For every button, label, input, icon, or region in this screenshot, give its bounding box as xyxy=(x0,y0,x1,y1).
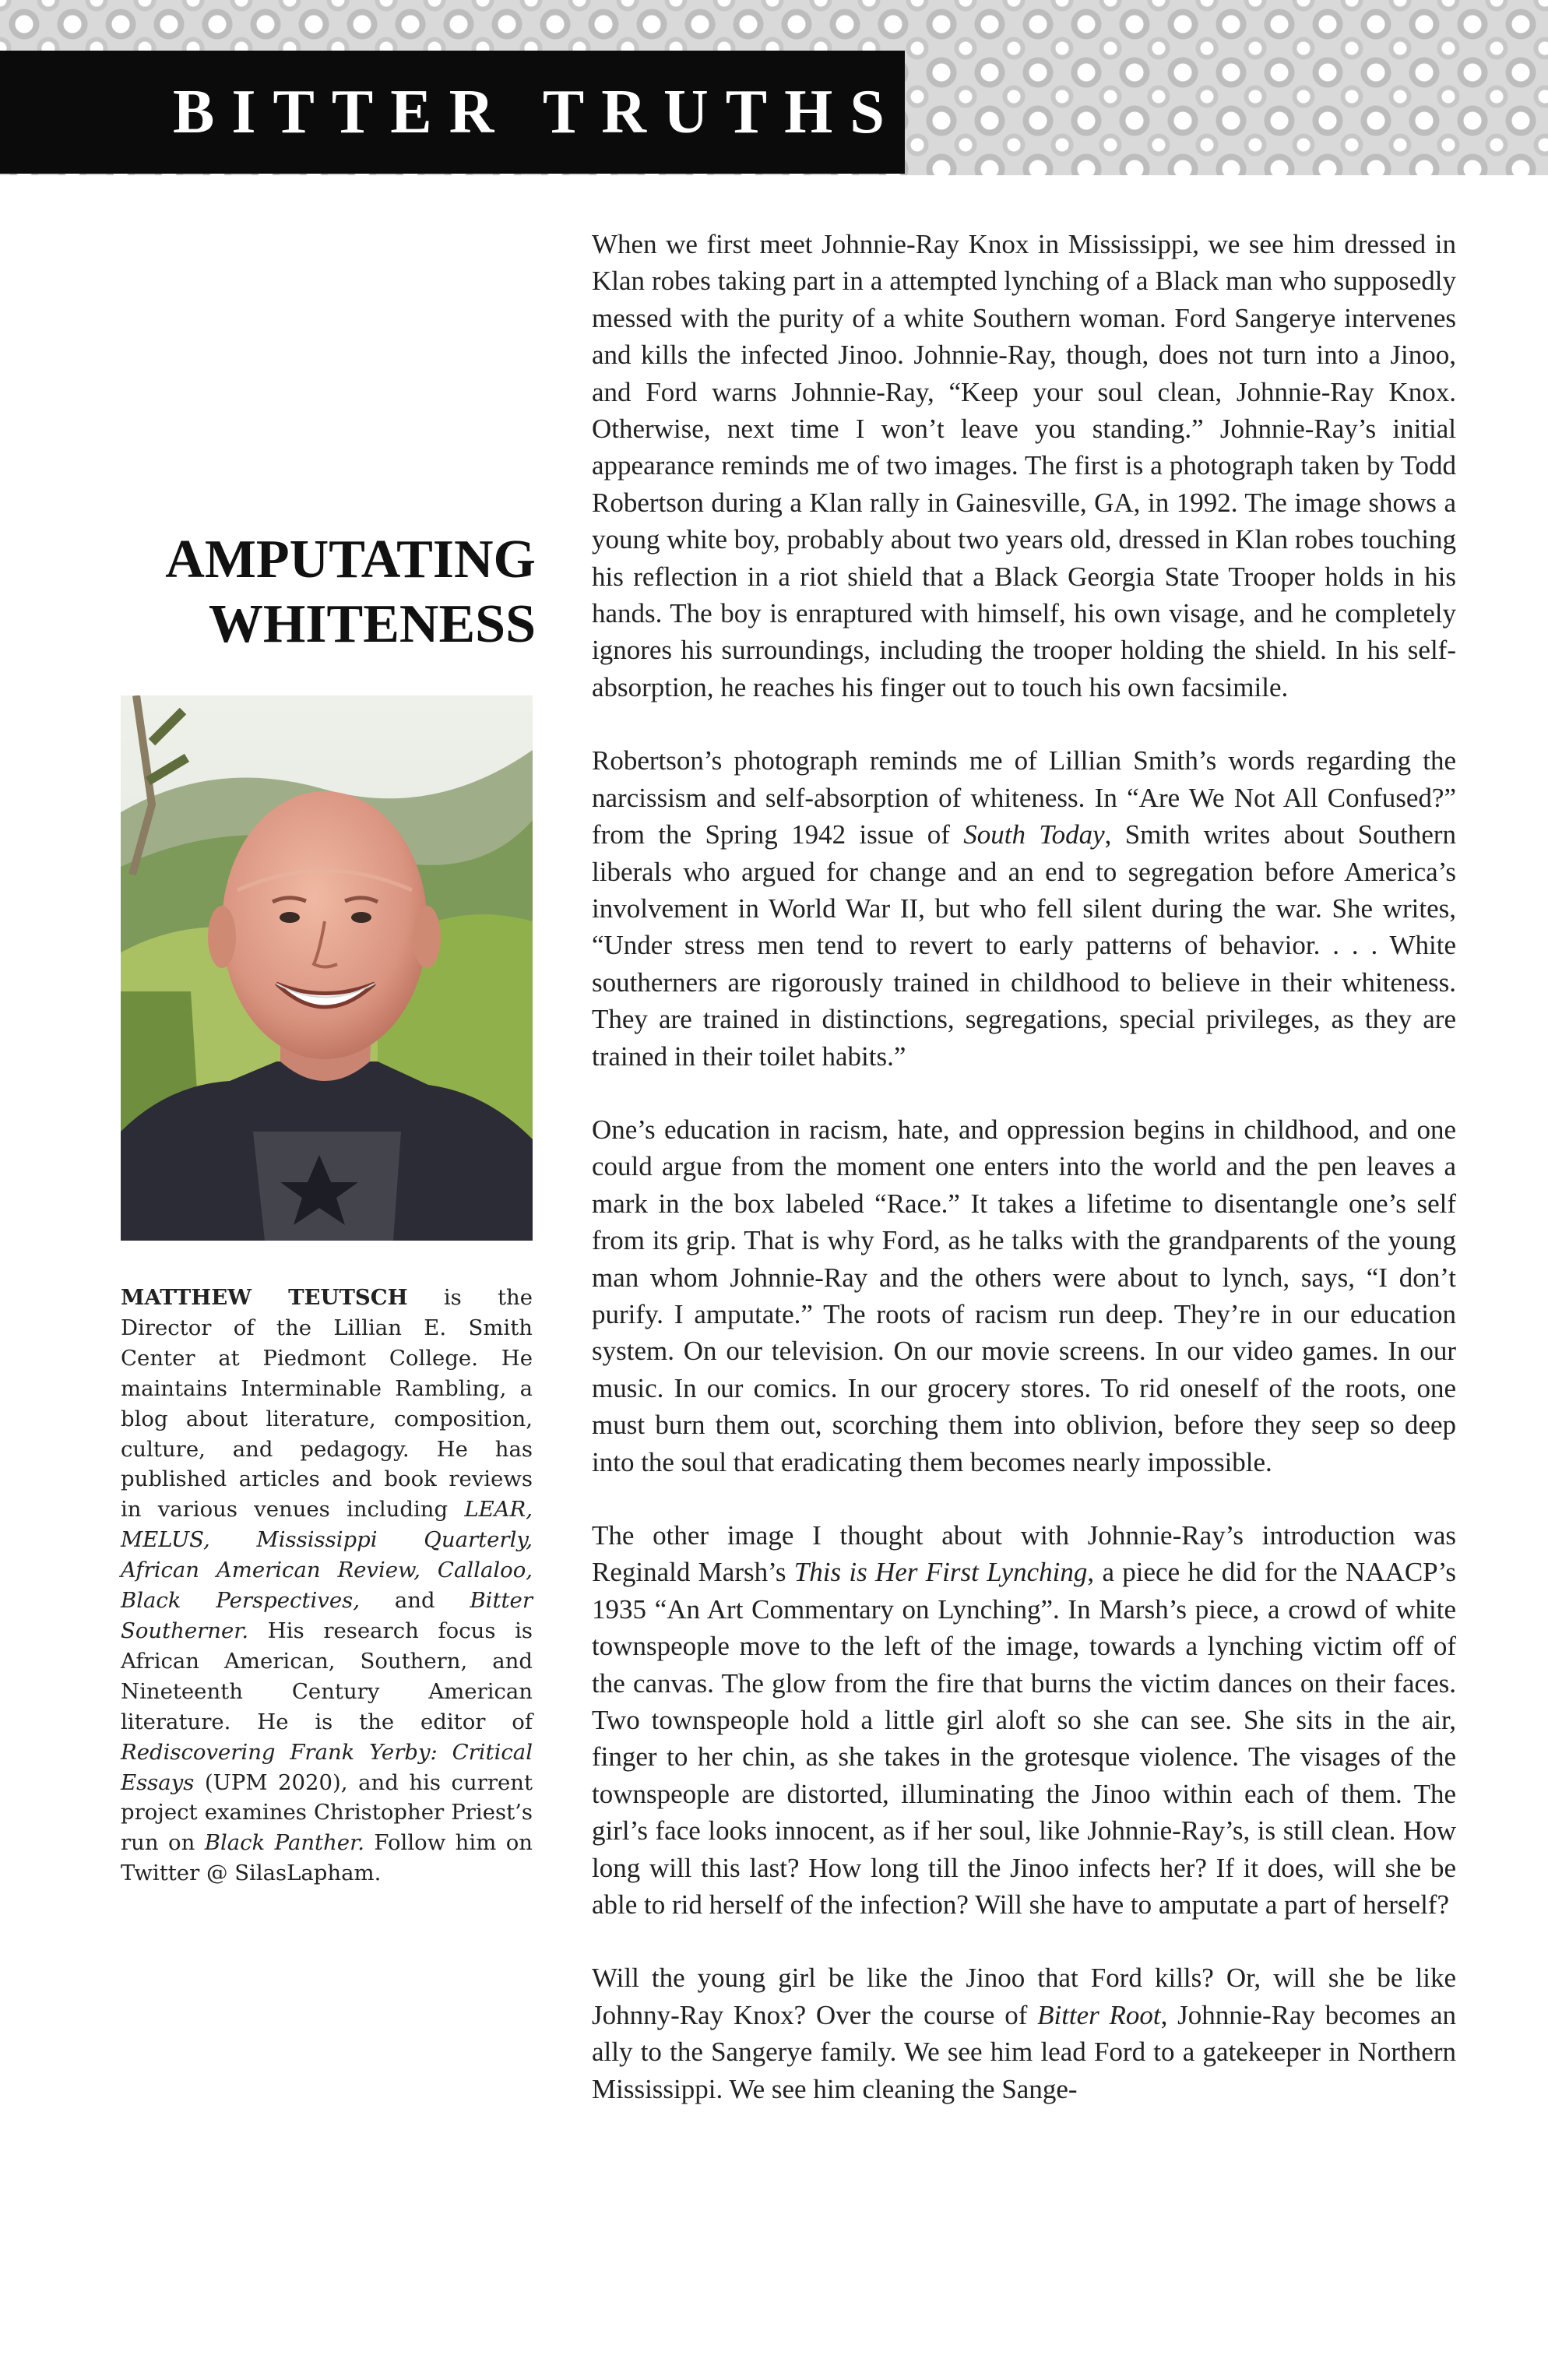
paragraph-2-text-cont: , Smith writes about Southern liberals who argued for change and an end to segregation before America’s involvement in World War II, but who fell silent during the war. She writes, “Under stress men tend to revert to early patterns of behavior. . . . White southerners are rigorously trained in childhood to believe in their whiteness. They are trained in distinctions, segregations, special privileges, as they are trained in their toilet habits.” xyxy=(592,819,1457,1072)
paragraph-4-italic: This is Her First Lynching xyxy=(793,1557,1088,1588)
bio-publications: LEAR, MELUS, Mississippi Quarterly, African American Review, Callaloo, Black Perspectives, xyxy=(121,1497,533,1614)
article-heading-line-1: AMPUTATING xyxy=(165,530,536,590)
article-body xyxy=(592,226,1456,2144)
bio-publication-2: Bitter Southerner. xyxy=(121,1588,533,1643)
paragraph-4-text-cont: , a piece he did for the NAACP’s 1935 “An Art Commentary on Lynching”. In Marsh’s piece, a crowd of white townspeople move to the left of the image, towards a lynching victim off of the canvas. The glow from the fire that burns the victim dances on their faces. Two townspeople hold a little girl aloft so she can see. She sits in the air, finger to her chin, as she takes in the grotesque violence. The visages of the townspeople are distorted, illuminating the Jinoo within each of them. The girl’s face looks innocent, as if her soul, like Johnnie-Ray’s, is still clean. How long will this last? How long till the Jinoo infects her? If it does, will she be able to rid herself of the infection? Will she have to amputate a part of herself? xyxy=(592,1557,1456,1921)
bio-text-2: and xyxy=(359,1588,470,1614)
article-heading-line-2: WHITENESS xyxy=(208,593,536,654)
bio-text-1: is the Director of the Lillian E. Smith Center at Piedmont College. He maintains Interminable Rambling, a blog about literature, composition, culture, and pedagogy. He has published articles and book reviews in various venues including xyxy=(121,1285,533,1523)
paragraph-4-text: The other image I thought about with Johnnie-Ray’s introduction was Reginald Marsh’s xyxy=(592,1520,1456,1588)
page-title: BITTER TRUTHS xyxy=(173,78,902,146)
paragraph-4 xyxy=(592,1517,1456,1923)
bio-text-5: Follow him on Twitter @ SilasLapham. xyxy=(121,1830,533,1886)
paragraph-2-italic: South Today xyxy=(963,819,1105,850)
paragraph-1: When we first meet Johnnie-Ray Knox in Mississippi, we see him dressed in Klan robes taking part in a attempted lynching of a Black man who supposedly messed with the purity of a white Southern woman. Ford Sangerye intervenes and kills the infected Jinoo. Johnnie-Ray, though, does not turn into a Jinoo, and Ford warns Johnnie-Ray, “Keep your soul clean, Johnnie-Ray Knox. Otherwise, next time I won’t leave you standing.” Johnnie-Ray’s initial appearance reminds me of two images. The first is a photograph taken by Todd Robertson during a Klan rally in Gainesville, GA, in 1992. The image shows a young white boy, probably about two years old, dressed in Klan robes touching his reflection in a riot shield that a Black Georgia State Trooper holds in his hands. The boy is enraptured with himself, his own visage, and he completely ignores his surroundings, including the trooper holding the shield. In his self-absorption, he reaches his finger out to touch his own facsimile. xyxy=(592,229,1456,702)
article-heading xyxy=(117,528,536,657)
paragraph-5-text: Will the young girl be like the Jinoo that Ford kills? Or, will she be like Johnny-Ray Knox? Over the course of xyxy=(592,1963,1456,2030)
paragraph-3: One’s education in racism, hate, and oppression begins in childhood, and one could argue from the moment one enters into the world and the pen leaves a mark in the box labeled “Race.” It takes a lifetime to disentangle one’s self from its grip. That is why Ford, as he talks with the grandparents of the young man whom Johnnie-Ray and the others were about to lynch, says, “I don’t purify. I amputate.” The roots of racism run deep. They’re in our education system. On our television. On our movie screens. In our video games. In our music. In our comics. In our grocery stores. To rid oneself of the roots, one must burn them out, scorching them into oblivion, before they seep so deep into the soul that eradicating them becomes nearly impossible. xyxy=(592,1114,1456,1477)
bio-comic-title: Black Panther. xyxy=(204,1830,364,1856)
bio-text-4: (UPM 2020), and his current project examines Christopher Priest’s run on xyxy=(121,1769,533,1856)
paragraph-5-italic: Bitter Root xyxy=(1037,1999,1161,2030)
author-bio xyxy=(121,1283,533,1889)
paragraph-2-text: Robertson’s photograph reminds me of Lillian Smith’s words regarding the narcissism and self-absorption of whiteness. In “Are We Not All Confused?” from the Spring 1942 issue of xyxy=(592,745,1456,850)
author-photo-illustration xyxy=(121,695,533,1241)
paragraph-5 xyxy=(592,1959,1456,2107)
paragraph-2 xyxy=(592,742,1456,1075)
bio-book-title: Rediscovering Frank Yerby: Critical Essays xyxy=(121,1739,533,1795)
bio-text-3: His research focus is African American, Southern, and Nineteenth Century American literature. He is the editor of xyxy=(121,1618,533,1734)
author-name: MATTHEW TEUTSCH xyxy=(121,1285,408,1310)
author-photo xyxy=(121,695,533,1241)
section-title-bar xyxy=(0,51,905,174)
paragraph-5-text-cont: , Johnnie-Ray becomes an ally to the Sangerye family. We see him lead Ford to a gatekeeper in Northern Mississippi. We see him cleaning the Sange- xyxy=(592,1999,1456,2104)
